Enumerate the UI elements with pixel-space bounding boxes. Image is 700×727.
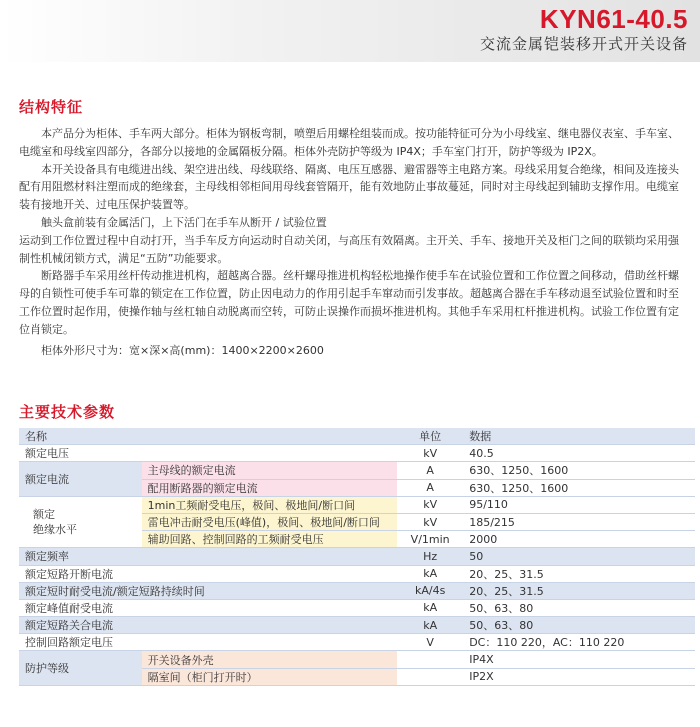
- param-name: 控制回路额定电压: [19, 634, 397, 651]
- structure-section-title: 结构特征: [19, 98, 84, 116]
- insulation-name-line2: 绝缘水平: [33, 523, 77, 537]
- structure-body: [19, 125, 689, 359]
- param-name: 额定频率: [19, 548, 397, 565]
- table-row: [19, 496, 695, 513]
- param-unit: kV: [397, 496, 463, 513]
- params-section-title: 主要技术参数: [19, 403, 116, 421]
- table-row: [19, 582, 695, 599]
- param-name: 额定峰值耐受电流: [19, 599, 397, 616]
- table-row: [19, 445, 695, 462]
- structure-paragraph: 本产品分为柜体、手车两大部分。柜体为钢板弯制，喷塑后用螺栓组装而成。按功能特征可分为小母线室、继电器仪表室、手车室、电缆室和母线室四部分，各部分以接地的金属隔板分隔。柜体外壳防护等级为 IP4X；手车室门打开，防护等级为 IP2X。: [19, 127, 679, 158]
- param-name: [19, 496, 142, 548]
- structure-paragraph: 运动到工作位置过程中自动打开，当手车反方向运动时自动关闭，与高压有效隔离。主开关、手车、接地开关及柜门之间的联锁均采用强制性机械闭锁方式，满足“五防”功能要求。: [19, 233, 679, 265]
- param-subname: 主母线的额定电流: [142, 462, 398, 479]
- param-name: 额定短路关合电流: [19, 617, 397, 634]
- parameters-table: [19, 428, 695, 686]
- param-value: IP4X: [463, 651, 695, 668]
- param-unit: A: [397, 479, 463, 496]
- param-unit: [397, 651, 463, 668]
- param-name: 防护等级: [19, 651, 142, 685]
- param-subname: 1min工频耐受电压，极间、极地间/断口间: [142, 496, 398, 513]
- param-unit: kA: [397, 565, 463, 582]
- param-subname: 辅助回路、控制回路的工频耐受电压: [142, 531, 398, 548]
- header-band: [0, 0, 700, 62]
- param-name: 额定电流: [19, 462, 142, 496]
- param-value: 50、63、80: [463, 599, 695, 616]
- table-row: [19, 617, 695, 634]
- table-row: [19, 634, 695, 651]
- param-subname: 隔室间（柜门打开时）: [142, 668, 398, 685]
- param-subname: 雷电冲击耐受电压(峰值)，极间、极地间/断口间: [142, 513, 398, 530]
- param-unit: V: [397, 634, 463, 651]
- param-unit: kV: [397, 445, 463, 462]
- insulation-name-line1: 额定: [33, 508, 55, 522]
- param-value: 50、63、80: [463, 617, 695, 634]
- product-subtitle: 交流金属铠装移开式开关设备: [479, 35, 688, 53]
- structure-paragraph: 本开关设备具有电缆进出线、架空进出线、母线联络、隔离、电压互感器、避雷器等主电路方案。母线采用复合绝缘，相间及连接头配有用阻燃材料注塑而成的绝缘套，主母线相邻柜间用母线套管隔开，能有效地防止事故蔓延，同时对主母线起到辅助支撑作用。电缆室装有接地开关、过电压保护装置等。: [19, 162, 679, 212]
- table-row: [19, 651, 695, 668]
- param-value: 185/215: [463, 513, 695, 530]
- table-row: [19, 599, 695, 616]
- param-subname: 开关设备外壳: [142, 651, 398, 668]
- param-unit: kA/4s: [397, 582, 463, 599]
- param-unit: kA: [397, 599, 463, 616]
- param-value: 50: [463, 548, 695, 565]
- cabinet-dimensions: 柜体外形尺寸为：宽×深×高(mm)：1400×2200×2600: [41, 343, 324, 357]
- param-value: IP2X: [463, 668, 695, 685]
- structure-paragraph: 触头盒前装有金属活门，上下活门在手车从断开 / 试验位置: [41, 215, 327, 229]
- param-unit: V/1min: [397, 531, 463, 548]
- table-row: [19, 462, 695, 479]
- param-value: 630、1250、1600: [463, 479, 695, 496]
- param-unit: kV: [397, 513, 463, 530]
- param-value: 630、1250、1600: [463, 462, 695, 479]
- param-value: DC：110 220，AC：110 220: [463, 634, 695, 651]
- product-model: KYN61-40.5: [539, 4, 688, 34]
- param-value: 20、25、31.5: [463, 565, 695, 582]
- header-unit: 单位: [397, 428, 463, 445]
- structure-paragraph: 断路器手车采用丝杆传动推进机构，超越离合器。丝杆螺母推进机构轻松地操作使手车在试验位置和工作位置之间移动，借助丝杆螺母的自锁性可使手车可靠的锁定在工作位置，防止因电动力的作用引起手车窜动而引发事故。超越离合器在手车移动退至试验位置和时至工作位置时起作用，使操作轴与丝杠轴自动脱离而空转，可防止误操作而损坏推进机构。其他手车采用杠杆推进机构。试验工作位置有定位肖锁定。: [19, 269, 679, 336]
- param-subname: 配用断路器的额定电流: [142, 479, 398, 496]
- table-header-row: [19, 428, 695, 445]
- header-name: 名称: [19, 428, 397, 445]
- param-value: 40.5: [463, 445, 695, 462]
- header-data: 数据: [463, 428, 695, 445]
- param-name: 额定电压: [19, 445, 397, 462]
- param-value: 95/110: [463, 496, 695, 513]
- param-value: 2000: [463, 531, 695, 548]
- param-unit: [397, 668, 463, 685]
- param-unit: kA: [397, 617, 463, 634]
- param-value: 20、25、31.5: [463, 582, 695, 599]
- table-row: [19, 565, 695, 582]
- param-unit: A: [397, 462, 463, 479]
- table-row: [19, 548, 695, 565]
- param-name: 额定短时耐受电流/额定短路持续时间: [19, 582, 397, 599]
- param-unit: Hz: [397, 548, 463, 565]
- param-name: 额定短路开断电流: [19, 565, 397, 582]
